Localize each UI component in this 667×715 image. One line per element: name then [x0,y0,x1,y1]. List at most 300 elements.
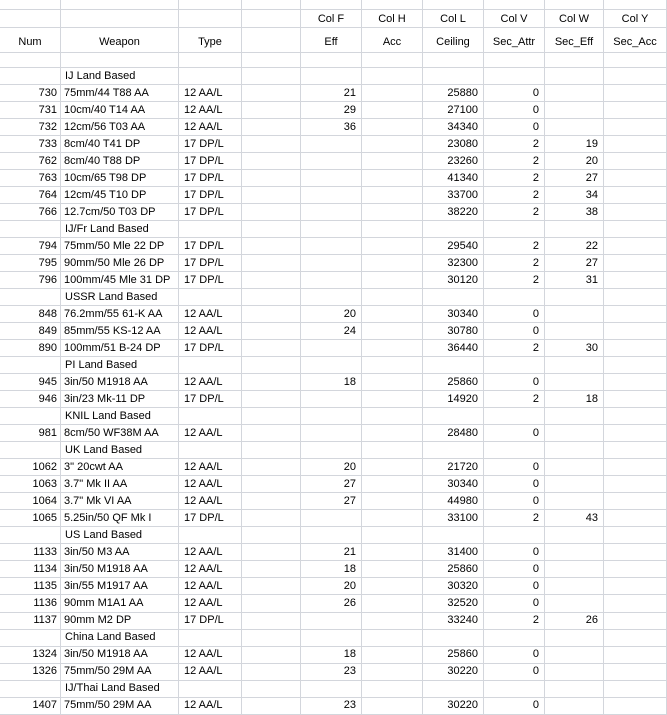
blank-cell[interactable] [242,68,301,85]
cell-sec_attr[interactable]: 2 [484,187,545,204]
cell-acc[interactable] [362,664,423,681]
cell-sec_attr[interactable]: 0 [484,647,545,664]
cell-sec_attr[interactable]: 0 [484,578,545,595]
cell-eff[interactable] [301,170,362,187]
cell-eff[interactable] [301,153,362,170]
cell-ceiling[interactable]: 38220 [423,204,484,221]
cell-weapon[interactable]: 10cm/40 T14 AA [61,102,179,119]
blank-cell[interactable] [242,0,301,10]
cell-acc[interactable] [362,85,423,102]
blank-cell[interactable] [362,289,423,306]
cell-type[interactable]: 12 AA/L [179,425,242,442]
cell-ceiling[interactable]: 30340 [423,306,484,323]
cell-type[interactable]: 12 AA/L [179,595,242,612]
group-label-cell[interactable]: KNIL Land Based [61,408,179,425]
cell-weapon[interactable]: 3in/50 M1918 AA [61,647,179,664]
blank-cell[interactable] [423,53,484,68]
blank-cell[interactable] [484,408,545,425]
cell-type[interactable]: 12 AA/L [179,578,242,595]
cell-sec_eff[interactable] [545,698,604,715]
cell-num[interactable]: 1063 [0,476,61,493]
cell-weapon[interactable]: 100mm/51 B-24 DP [61,340,179,357]
blank-cell[interactable] [423,357,484,374]
column-header-cell[interactable]: Sec_Acc [604,28,667,53]
cell-num[interactable]: 981 [0,425,61,442]
cell-acc[interactable] [362,204,423,221]
cell-weapon[interactable]: 3.7" Mk II AA [61,476,179,493]
cell-sec_eff[interactable]: 34 [545,187,604,204]
cell-weapon[interactable]: 75mm/50 29M AA [61,698,179,715]
cell-num[interactable]: 946 [0,391,61,408]
cell-sec_attr[interactable]: 2 [484,204,545,221]
cell-type[interactable]: 17 DP/L [179,255,242,272]
cell-spacer[interactable] [242,153,301,170]
cell-ceiling[interactable]: 30780 [423,323,484,340]
cell-eff[interactable] [301,425,362,442]
cell-ceiling[interactable]: 29540 [423,238,484,255]
cell-acc[interactable] [362,272,423,289]
blank-cell[interactable] [423,681,484,698]
cell-ceiling[interactable]: 30220 [423,664,484,681]
cell-sec_attr[interactable]: 2 [484,255,545,272]
col-letter-cell[interactable]: Col W [545,10,604,28]
cell-type[interactable]: 17 DP/L [179,613,242,630]
cell-acc[interactable] [362,255,423,272]
cell-eff[interactable]: 18 [301,647,362,664]
cell-num[interactable]: 731 [0,102,61,119]
cell-weapon[interactable]: 12.7cm/50 T03 DP [61,204,179,221]
cell-spacer[interactable] [242,85,301,102]
cell-ceiling[interactable]: 44980 [423,493,484,510]
column-header-cell[interactable]: Type [179,28,242,53]
blank-cell[interactable] [0,442,61,459]
blank-cell[interactable] [484,357,545,374]
group-label-cell[interactable]: UK Land Based [61,442,179,459]
blank-cell[interactable] [0,357,61,374]
cell-weapon[interactable]: 90mm M1A1 AA [61,595,179,612]
blank-cell[interactable] [179,53,242,68]
cell-weapon[interactable]: 75mm/50 29M AA [61,664,179,681]
cell-weapon[interactable]: 3in/50 M1918 AA [61,374,179,391]
cell-acc[interactable] [362,119,423,136]
cell-type[interactable]: 17 DP/L [179,340,242,357]
cell-acc[interactable] [362,595,423,612]
cell-spacer[interactable] [242,698,301,715]
blank-cell[interactable] [604,0,667,10]
blank-cell[interactable] [604,357,667,374]
blank-cell[interactable] [242,289,301,306]
cell-acc[interactable] [362,578,423,595]
cell-sec_acc[interactable] [604,493,667,510]
cell-weapon[interactable]: 90mm/50 Mle 26 DP [61,255,179,272]
cell-eff[interactable]: 20 [301,578,362,595]
cell-sec_attr[interactable]: 2 [484,238,545,255]
cell-sec_eff[interactable]: 27 [545,255,604,272]
cell-weapon[interactable]: 5.25in/50 QF Mk I [61,510,179,527]
cell-sec_attr[interactable]: 0 [484,119,545,136]
cell-sec_acc[interactable] [604,153,667,170]
col-letter-cell[interactable]: Col H [362,10,423,28]
cell-weapon[interactable]: 90mm M2 DP [61,613,179,630]
blank-cell[interactable] [604,289,667,306]
cell-spacer[interactable] [242,391,301,408]
cell-weapon[interactable]: 3in/50 M3 AA [61,544,179,561]
cell-sec_acc[interactable] [604,170,667,187]
blank-cell[interactable] [179,289,242,306]
blank-cell[interactable] [362,681,423,698]
cell-sec_acc[interactable] [604,119,667,136]
cell-ceiling[interactable]: 31400 [423,544,484,561]
cell-sec_eff[interactable] [545,102,604,119]
cell-type[interactable]: 17 DP/L [179,238,242,255]
blank-cell[interactable] [545,53,604,68]
blank-cell[interactable] [242,10,301,28]
group-label-cell[interactable]: PI Land Based [61,357,179,374]
blank-cell[interactable] [179,681,242,698]
cell-ceiling[interactable]: 36440 [423,340,484,357]
blank-cell[interactable] [242,408,301,425]
cell-type[interactable]: 17 DP/L [179,136,242,153]
blank-cell[interactable] [242,53,301,68]
cell-num[interactable]: 1407 [0,698,61,715]
cell-sec_acc[interactable] [604,272,667,289]
blank-cell[interactable] [484,289,545,306]
cell-spacer[interactable] [242,136,301,153]
cell-eff[interactable]: 26 [301,595,362,612]
cell-sec_attr[interactable]: 2 [484,613,545,630]
cell-acc[interactable] [362,102,423,119]
cell-num[interactable]: 795 [0,255,61,272]
cell-ceiling[interactable]: 33240 [423,613,484,630]
cell-sec_attr[interactable]: 0 [484,425,545,442]
cell-sec_acc[interactable] [604,613,667,630]
cell-weapon[interactable]: 75mm/44 T88 AA [61,85,179,102]
cell-sec_eff[interactable] [545,119,604,136]
cell-acc[interactable] [362,613,423,630]
cell-ceiling[interactable]: 30320 [423,578,484,595]
blank-cell[interactable] [545,68,604,85]
blank-cell[interactable] [301,408,362,425]
blank-cell[interactable] [423,442,484,459]
blank-cell[interactable] [179,408,242,425]
cell-eff[interactable] [301,255,362,272]
col-letter-cell[interactable]: Col Y [604,10,667,28]
group-label-cell[interactable]: China Land Based [61,630,179,647]
cell-type[interactable]: 12 AA/L [179,664,242,681]
cell-sec_attr[interactable]: 0 [484,323,545,340]
blank-cell[interactable] [179,442,242,459]
cell-acc[interactable] [362,153,423,170]
cell-eff[interactable] [301,204,362,221]
cell-sec_eff[interactable] [545,306,604,323]
cell-spacer[interactable] [242,204,301,221]
cell-acc[interactable] [362,323,423,340]
cell-sec_eff[interactable] [545,459,604,476]
cell-sec_acc[interactable] [604,391,667,408]
column-header-cell[interactable]: Sec_Attr [484,28,545,53]
cell-num[interactable]: 762 [0,153,61,170]
cell-type[interactable]: 12 AA/L [179,476,242,493]
blank-cell[interactable] [362,357,423,374]
cell-type[interactable]: 12 AA/L [179,102,242,119]
cell-type[interactable]: 12 AA/L [179,323,242,340]
cell-weapon[interactable]: 3in/23 Mk-11 DP [61,391,179,408]
blank-cell[interactable] [362,442,423,459]
cell-sec_eff[interactable] [545,544,604,561]
cell-weapon[interactable]: 12cm/45 T10 DP [61,187,179,204]
blank-cell[interactable] [179,0,242,10]
cell-eff[interactable]: 18 [301,561,362,578]
cell-weapon[interactable]: 76.2mm/55 61-K AA [61,306,179,323]
cell-num[interactable]: 1062 [0,459,61,476]
blank-cell[interactable] [301,357,362,374]
blank-cell[interactable] [545,681,604,698]
cell-num[interactable]: 766 [0,204,61,221]
blank-cell[interactable] [0,408,61,425]
cell-acc[interactable] [362,170,423,187]
blank-cell[interactable] [423,289,484,306]
blank-cell[interactable] [423,408,484,425]
cell-acc[interactable] [362,187,423,204]
cell-sec_eff[interactable] [545,647,604,664]
cell-spacer[interactable] [242,272,301,289]
cell-sec_eff[interactable]: 26 [545,613,604,630]
cell-ceiling[interactable]: 33700 [423,187,484,204]
cell-eff[interactable]: 18 [301,374,362,391]
blank-cell[interactable] [301,68,362,85]
blank-cell[interactable] [242,630,301,647]
cell-eff[interactable]: 20 [301,459,362,476]
cell-num[interactable]: 796 [0,272,61,289]
blank-cell[interactable] [179,357,242,374]
cell-num[interactable]: 1135 [0,578,61,595]
cell-eff[interactable]: 23 [301,664,362,681]
cell-weapon[interactable]: 75mm/50 Mle 22 DP [61,238,179,255]
cell-ceiling[interactable]: 23260 [423,153,484,170]
cell-spacer[interactable] [242,340,301,357]
cell-spacer[interactable] [242,578,301,595]
cell-num[interactable]: 1134 [0,561,61,578]
blank-cell[interactable] [362,630,423,647]
blank-cell[interactable] [423,527,484,544]
cell-eff[interactable] [301,238,362,255]
cell-sec_attr[interactable]: 2 [484,391,545,408]
cell-num[interactable]: 763 [0,170,61,187]
col-letter-cell[interactable]: Col V [484,10,545,28]
cell-sec_acc[interactable] [604,136,667,153]
cell-eff[interactable]: 23 [301,698,362,715]
cell-sec_eff[interactable]: 27 [545,170,604,187]
cell-sec_eff[interactable]: 22 [545,238,604,255]
blank-cell[interactable] [301,442,362,459]
cell-sec_attr[interactable]: 2 [484,136,545,153]
blank-cell[interactable] [484,0,545,10]
cell-eff[interactable]: 20 [301,306,362,323]
cell-spacer[interactable] [242,664,301,681]
cell-sec_attr[interactable]: 2 [484,272,545,289]
cell-spacer[interactable] [242,374,301,391]
cell-ceiling[interactable]: 30220 [423,698,484,715]
cell-sec_attr[interactable]: 0 [484,544,545,561]
blank-cell[interactable] [545,630,604,647]
blank-cell[interactable] [484,630,545,647]
cell-acc[interactable] [362,425,423,442]
cell-sec_attr[interactable]: 0 [484,664,545,681]
cell-spacer[interactable] [242,647,301,664]
blank-cell[interactable] [545,527,604,544]
blank-cell[interactable] [301,289,362,306]
blank-cell[interactable] [362,53,423,68]
col-letter-cell[interactable]: Col F [301,10,362,28]
cell-acc[interactable] [362,238,423,255]
cell-sec_attr[interactable]: 0 [484,595,545,612]
blank-cell[interactable] [179,68,242,85]
cell-type[interactable]: 12 AA/L [179,561,242,578]
cell-sec_attr[interactable]: 0 [484,306,545,323]
cell-sec_eff[interactable] [545,561,604,578]
cell-spacer[interactable] [242,255,301,272]
cell-sec_acc[interactable] [604,664,667,681]
cell-sec_acc[interactable] [604,425,667,442]
blank-cell[interactable] [604,630,667,647]
cell-ceiling[interactable]: 32300 [423,255,484,272]
blank-cell[interactable] [242,221,301,238]
blank-cell[interactable] [0,10,61,28]
cell-num[interactable]: 730 [0,85,61,102]
cell-acc[interactable] [362,306,423,323]
cell-eff[interactable]: 27 [301,493,362,510]
cell-num[interactable]: 1324 [0,647,61,664]
blank-cell[interactable] [484,681,545,698]
cell-spacer[interactable] [242,476,301,493]
blank-cell[interactable] [242,357,301,374]
cell-sec_attr[interactable]: 0 [484,102,545,119]
cell-spacer[interactable] [242,306,301,323]
blank-cell[interactable] [301,681,362,698]
blank-cell[interactable] [604,68,667,85]
group-label-cell[interactable]: US Land Based [61,527,179,544]
cell-sec_acc[interactable] [604,85,667,102]
cell-sec_attr[interactable]: 2 [484,510,545,527]
cell-type[interactable]: 12 AA/L [179,647,242,664]
cell-spacer[interactable] [242,493,301,510]
cell-acc[interactable] [362,647,423,664]
cell-sec_acc[interactable] [604,698,667,715]
column-header-cell[interactable]: Ceiling [423,28,484,53]
cell-num[interactable]: 1326 [0,664,61,681]
blank-cell[interactable] [179,527,242,544]
blank-cell[interactable] [423,630,484,647]
blank-cell[interactable] [61,10,179,28]
cell-acc[interactable] [362,510,423,527]
blank-cell[interactable] [301,221,362,238]
cell-num[interactable]: 945 [0,374,61,391]
cell-sec_acc[interactable] [604,476,667,493]
cell-num[interactable]: 1065 [0,510,61,527]
cell-type[interactable]: 17 DP/L [179,187,242,204]
cell-ceiling[interactable]: 23080 [423,136,484,153]
blank-cell[interactable] [545,221,604,238]
cell-ceiling[interactable]: 32520 [423,595,484,612]
blank-cell[interactable] [484,68,545,85]
cell-acc[interactable] [362,374,423,391]
cell-sec_attr[interactable]: 0 [484,476,545,493]
cell-eff[interactable] [301,272,362,289]
cell-weapon[interactable]: 8cm/40 T41 DP [61,136,179,153]
column-header-cell[interactable]: Num [0,28,61,53]
column-header-cell[interactable]: Sec_Eff [545,28,604,53]
blank-cell[interactable] [362,527,423,544]
cell-sec_eff[interactable] [545,85,604,102]
cell-type[interactable]: 17 DP/L [179,510,242,527]
cell-type[interactable]: 17 DP/L [179,204,242,221]
blank-cell[interactable] [0,0,61,10]
blank-cell[interactable] [604,408,667,425]
group-label-cell[interactable]: USSR Land Based [61,289,179,306]
cell-num[interactable]: 764 [0,187,61,204]
cell-acc[interactable] [362,391,423,408]
cell-sec_attr[interactable]: 2 [484,340,545,357]
cell-sec_acc[interactable] [604,578,667,595]
blank-cell[interactable] [61,0,179,10]
blank-cell[interactable] [604,221,667,238]
cell-num[interactable]: 890 [0,340,61,357]
blank-cell[interactable] [301,0,362,10]
blank-cell[interactable] [179,10,242,28]
cell-sec_eff[interactable] [545,323,604,340]
blank-cell[interactable] [0,630,61,647]
cell-sec_eff[interactable]: 18 [545,391,604,408]
cell-type[interactable]: 17 DP/L [179,153,242,170]
cell-sec_attr[interactable]: 2 [484,153,545,170]
cell-acc[interactable] [362,476,423,493]
cell-type[interactable]: 12 AA/L [179,306,242,323]
blank-cell[interactable] [423,0,484,10]
cell-sec_eff[interactable]: 38 [545,204,604,221]
cell-ceiling[interactable]: 21720 [423,459,484,476]
cell-acc[interactable] [362,493,423,510]
blank-cell[interactable] [0,221,61,238]
cell-type[interactable]: 12 AA/L [179,374,242,391]
cell-sec_acc[interactable] [604,204,667,221]
blank-cell[interactable] [242,28,301,53]
cell-weapon[interactable]: 12cm/56 T03 AA [61,119,179,136]
cell-eff[interactable]: 27 [301,476,362,493]
cell-acc[interactable] [362,136,423,153]
blank-cell[interactable] [423,68,484,85]
cell-sec_eff[interactable]: 19 [545,136,604,153]
cell-num[interactable]: 848 [0,306,61,323]
cell-type[interactable]: 12 AA/L [179,544,242,561]
cell-eff[interactable] [301,136,362,153]
cell-acc[interactable] [362,544,423,561]
blank-cell[interactable] [545,357,604,374]
cell-sec_attr[interactable]: 0 [484,374,545,391]
blank-cell[interactable] [362,221,423,238]
cell-type[interactable]: 17 DP/L [179,391,242,408]
cell-sec_eff[interactable] [545,493,604,510]
cell-weapon[interactable]: 8cm/40 T88 DP [61,153,179,170]
cell-weapon[interactable]: 100mm/45 Mle 31 DP [61,272,179,289]
cell-spacer[interactable] [242,510,301,527]
cell-num[interactable]: 794 [0,238,61,255]
cell-ceiling[interactable]: 25880 [423,85,484,102]
cell-num[interactable]: 1136 [0,595,61,612]
blank-cell[interactable] [362,0,423,10]
blank-cell[interactable] [423,221,484,238]
cell-sec_acc[interactable] [604,255,667,272]
group-label-cell[interactable]: IJ/Fr Land Based [61,221,179,238]
